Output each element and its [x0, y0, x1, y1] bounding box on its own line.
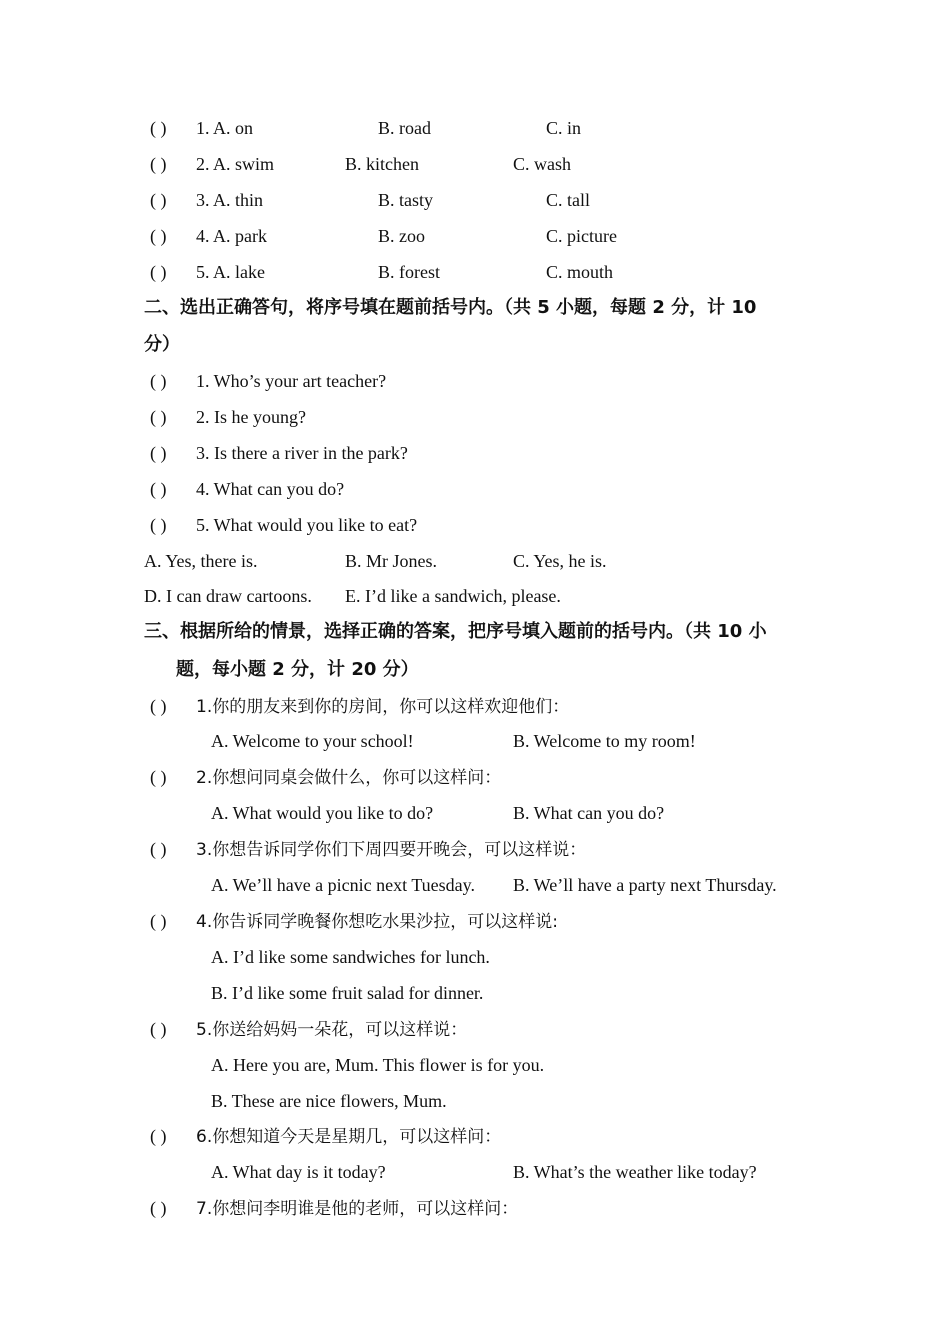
option-a: 1. A. on: [196, 118, 254, 138]
option-c: C. mouth: [546, 262, 614, 282]
situation-prompt: 5.你送给妈妈一朵花，可以这样说：: [196, 1020, 468, 1040]
part2-question-3: [150, 441, 408, 465]
option-c: C. picture: [546, 226, 617, 246]
part3-item-3: [150, 837, 586, 862]
situation-prompt: 7.你想问李明谁是他的老师，可以这样问：: [196, 1199, 519, 1219]
answer-bracket[interactable]: ( ): [150, 190, 167, 210]
option-a: 3. A. thin: [196, 190, 264, 210]
question-text: 1. Who’s your art teacher?: [196, 371, 387, 391]
option-b: B. tasty: [378, 190, 434, 210]
answer-bracket[interactable]: ( ): [150, 515, 167, 535]
choice-b: B. These are nice flowers, Mum.: [211, 1091, 447, 1111]
option-b: B. road: [378, 118, 431, 138]
answer-bracket[interactable]: ( ): [150, 696, 167, 716]
option-c: C. wash: [513, 154, 571, 174]
answer-bracket[interactable]: ( ): [150, 1198, 167, 1218]
answer-option-a: A. Yes, there is.: [144, 551, 258, 571]
answer-bracket[interactable]: ( ): [150, 767, 167, 787]
part3-item-4: [150, 909, 558, 934]
choice-a: A. What would you like to do?: [211, 803, 434, 823]
choice-a: A. Here you are, Mum. This flower is for you.: [211, 1055, 545, 1075]
situation-prompt: 3.你想告诉同学你们下周四要开晚会，可以这样说：: [196, 840, 587, 860]
situation-prompt: 1.你的朋友来到你的房间，你可以这样欢迎他们：: [196, 697, 570, 717]
section-heading-3-cont: 题，每小题 2 分，计 20 分）: [176, 659, 419, 680]
choice-a: A. What day is it today?: [211, 1162, 386, 1182]
choice-b: B. Welcome to my room!: [513, 731, 696, 751]
answer-bracket[interactable]: ( ): [150, 262, 167, 282]
choice-a: A. We’ll have a picnic next Tuesday.: [211, 875, 475, 895]
question-text: 5. What would you like to eat?: [196, 515, 418, 535]
answer-bracket[interactable]: ( ): [150, 839, 167, 859]
option-b: B. zoo: [378, 226, 425, 246]
answer-bracket[interactable]: ( ): [150, 154, 167, 174]
answer-option-e: E. I’d like a sandwich, please.: [345, 586, 561, 606]
answer-bracket[interactable]: ( ): [150, 118, 167, 138]
part1-item-5: [150, 260, 265, 284]
question-text: 3. Is there a river in the park?: [196, 443, 408, 463]
choice-b: B. We’ll have a party next Thursday.: [513, 875, 777, 895]
answer-option-d: D. I can draw cartoons.: [144, 586, 312, 606]
answer-option-b: B. Mr Jones.: [345, 551, 438, 571]
part3-item-1: [150, 694, 569, 719]
choice-b: B. What’s the weather like today?: [513, 1162, 757, 1182]
part2-question-1: [150, 369, 386, 393]
part1-item-3: [150, 188, 263, 212]
option-b: B. kitchen: [345, 154, 419, 174]
part3-item-2: [150, 765, 501, 790]
option-a: 4. A. park: [196, 226, 267, 246]
answer-bracket[interactable]: ( ): [150, 1126, 167, 1146]
part3-item-5: [150, 1017, 467, 1042]
part2-question-4: [150, 477, 344, 501]
part1-item-2: [150, 152, 274, 176]
answer-bracket[interactable]: ( ): [150, 226, 167, 246]
part3-item-6: [150, 1124, 501, 1149]
situation-prompt: 6.你想知道今天是星期几，可以这样问：: [196, 1127, 502, 1147]
answer-bracket[interactable]: ( ): [150, 911, 167, 931]
part2-question-2: [150, 405, 306, 429]
option-c: C. tall: [546, 190, 590, 210]
section-heading-3: 三、根据所给的情景，选择正确的答案，把序号填入题前的括号内。（共 10 小: [144, 621, 767, 642]
choice-a: A. I’d like some sandwiches for lunch.: [211, 947, 490, 967]
answer-bracket[interactable]: ( ): [150, 479, 167, 499]
answer-bracket[interactable]: ( ): [150, 1019, 167, 1039]
part2-question-5: [150, 513, 417, 537]
answer-option-c: C. Yes, he is.: [513, 551, 607, 571]
situation-prompt: 2.你想问同桌会做什么，你可以这样问：: [196, 768, 502, 788]
situation-prompt: 4.你告诉同学晚餐你想吃水果沙拉，可以这样说:: [196, 912, 558, 932]
choice-b: B. I’d like some fruit salad for dinner.: [211, 983, 484, 1003]
part1-item-1: [150, 116, 253, 140]
question-text: 2. Is he young?: [196, 407, 306, 427]
part3-item-7: [150, 1196, 518, 1221]
question-text: 4. What can you do?: [196, 479, 345, 499]
option-b: B. forest: [378, 262, 440, 282]
option-a: 2. A. swim: [196, 154, 275, 174]
section-heading-2: 二、选出正确答句，将序号填在题前括号内。（共 5 小题，每题 2 分，计 10: [144, 297, 757, 318]
section-heading-2-cont: 分）: [144, 334, 180, 355]
answer-bracket[interactable]: ( ): [150, 443, 167, 463]
answer-bracket[interactable]: ( ): [150, 371, 167, 391]
answer-bracket[interactable]: ( ): [150, 407, 167, 427]
choice-a: A. Welcome to your school!: [211, 731, 414, 751]
part1-item-4: [150, 224, 267, 248]
option-c: C. in: [546, 118, 582, 138]
choice-b: B. What can you do?: [513, 803, 665, 823]
option-a: 5. A. lake: [196, 262, 265, 282]
